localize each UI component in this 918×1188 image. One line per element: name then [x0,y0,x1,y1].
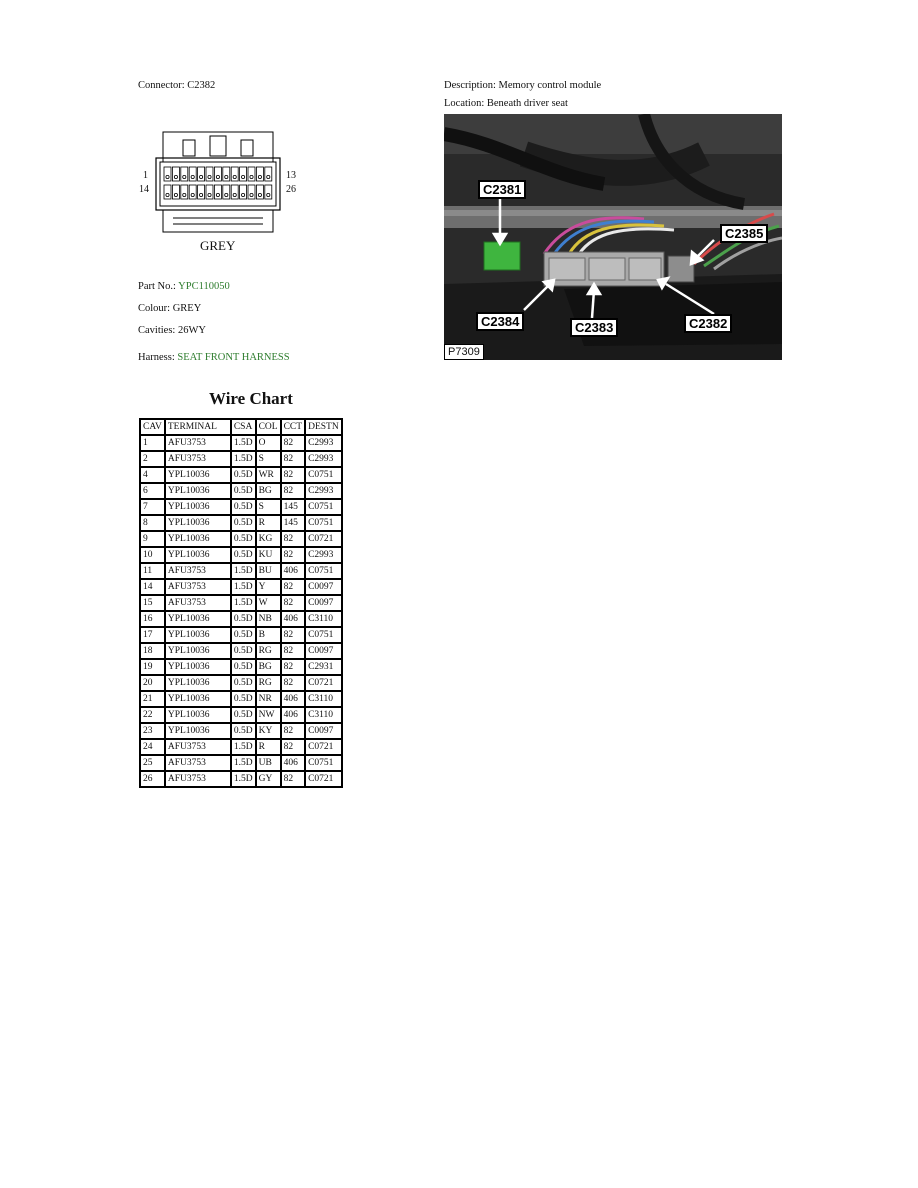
wire-chart-row [140,435,342,451]
cell-csa: 0.5D [231,499,256,515]
cell-col: Y [256,579,281,595]
cell-cav: 15 [140,595,165,611]
location-value: Beneath driver seat [486,98,568,109]
cell-cav: 8 [140,515,165,531]
cell-destn: C0751 [305,755,342,771]
wire-chart-row [140,579,342,595]
cell-cct: 82 [281,627,305,643]
cell-csa: 0.5D [231,467,256,483]
cell-col: B [256,627,281,643]
harness-label: Harness: [138,352,175,363]
cell-cct: 82 [281,595,305,611]
part-no-label: Part No.: [138,281,176,292]
cell-cct: 82 [281,435,305,451]
wire-chart-row [140,531,342,547]
header-cav: CAV [140,419,165,435]
cell-cav: 24 [140,739,165,755]
cell-col: S [256,451,281,467]
cell-terminal: AFU3753 [165,739,231,755]
connector-face-diagram [138,118,298,258]
wire-chart-row [140,595,342,611]
wire-chart-row [140,547,342,563]
location-line [444,98,568,109]
colour-value: GREY [172,303,202,314]
wire-chart-row [140,659,342,675]
cell-csa: 0.5D [231,659,256,675]
harness-value: SEAT FRONT HARNESS [177,352,290,363]
cell-col: GY [256,771,281,787]
cell-col: W [256,595,281,611]
cell-col: NW [256,707,281,723]
cell-cav: 19 [140,659,165,675]
cell-col: RG [256,643,281,659]
cell-terminal: YPL10036 [165,691,231,707]
cell-col: KU [256,547,281,563]
wire-chart-row [140,643,342,659]
connector-label: Connector: [138,80,185,91]
wire-chart-row [140,483,342,499]
cell-destn: C0097 [305,595,342,611]
wire-chart-row [140,723,342,739]
cell-col: UB [256,755,281,771]
cell-terminal: YPL10036 [165,515,231,531]
cell-csa: 1.5D [231,739,256,755]
cell-col: BG [256,659,281,675]
cell-col: R [256,515,281,531]
cell-destn: C2993 [305,435,342,451]
connector-value: C2382 [187,80,216,91]
cell-destn: C2993 [305,547,342,563]
header-col: COL [256,419,281,435]
cell-cav: 4 [140,467,165,483]
connector-line [138,80,215,91]
cell-destn: C3110 [305,691,342,707]
cell-csa: 0.5D [231,611,256,627]
cell-cct: 82 [281,643,305,659]
diagram-colour-caption: GREY [200,238,236,253]
location-photo [444,114,782,360]
cell-csa: 0.5D [231,643,256,659]
cell-cav: 18 [140,643,165,659]
cell-csa: 0.5D [231,627,256,643]
cell-terminal: AFU3753 [165,771,231,787]
description-line [444,80,601,91]
cell-csa: 1.5D [231,771,256,787]
cell-terminal: YPL10036 [165,467,231,483]
callout-c2384: C2384 [476,312,524,331]
cell-cav: 6 [140,483,165,499]
cell-csa: 0.5D [231,675,256,691]
cell-csa: 0.5D [231,515,256,531]
cell-destn: C0721 [305,675,342,691]
photo-plate-number: P7309 [444,344,484,360]
cell-col: S [256,499,281,515]
cell-csa: 0.5D [231,707,256,723]
harness-line [138,352,290,363]
cell-cav: 7 [140,499,165,515]
cell-destn: C0721 [305,739,342,755]
cell-terminal: YPL10036 [165,611,231,627]
cell-destn: C0097 [305,579,342,595]
wire-chart-row [140,563,342,579]
description-label: Description: [444,80,496,91]
cell-cct: 406 [281,563,305,579]
cell-terminal: YPL10036 [165,675,231,691]
cell-destn: C0751 [305,467,342,483]
cell-cct: 145 [281,499,305,515]
cell-col: BU [256,563,281,579]
wire-chart-header-row [140,419,342,435]
cell-cct: 406 [281,707,305,723]
cell-csa: 1.5D [231,579,256,595]
cell-terminal: YPL10036 [165,707,231,723]
cell-col: WR [256,467,281,483]
cell-col: RG [256,675,281,691]
description-value: Memory control module [498,80,602,91]
cell-cav: 26 [140,771,165,787]
cell-csa: 0.5D [231,691,256,707]
header-csa: CSA [231,419,256,435]
cell-terminal: AFU3753 [165,435,231,451]
cell-cav: 20 [140,675,165,691]
cell-cct: 82 [281,579,305,595]
wire-chart-row [140,755,342,771]
cell-cav: 23 [140,723,165,739]
cell-cct: 82 [281,531,305,547]
cell-cct: 82 [281,771,305,787]
cavities-value: 26WY [177,325,206,336]
cell-col: NR [256,691,281,707]
location-label: Location: [444,98,485,109]
callout-c2383: C2383 [570,318,618,337]
cavities-label: Cavities: [138,325,176,336]
cell-destn: C2993 [305,451,342,467]
wire-chart-row [140,499,342,515]
cell-destn: C0751 [305,515,342,531]
cell-destn: C3110 [305,707,342,723]
cell-terminal: YPL10036 [165,659,231,675]
cell-csa: 1.5D [231,595,256,611]
header-terminal: TERMINAL [165,419,231,435]
cell-destn: C0751 [305,499,342,515]
cell-cav: 10 [140,547,165,563]
cell-cct: 406 [281,611,305,627]
cell-cav: 11 [140,563,165,579]
cell-csa: 0.5D [231,531,256,547]
part-no-value: YPC110050 [178,281,230,292]
pin-label-26: 26 [286,184,296,195]
cell-terminal: AFU3753 [165,451,231,467]
cell-terminal: AFU3753 [165,755,231,771]
cell-destn: C0721 [305,771,342,787]
cell-terminal: AFU3753 [165,563,231,579]
pin-label-1: 1 [143,170,148,181]
wire-chart-row [140,451,342,467]
cell-terminal: YPL10036 [165,547,231,563]
cell-csa: 1.5D [231,563,256,579]
wire-chart-row [140,771,342,787]
cell-cct: 82 [281,659,305,675]
callout-c2385: C2385 [720,224,768,243]
cell-terminal: YPL10036 [165,531,231,547]
cell-csa: 1.5D [231,451,256,467]
cell-csa: 1.5D [231,755,256,771]
cell-terminal: AFU3753 [165,579,231,595]
wire-chart-title: Wire Chart [209,389,293,408]
cell-col: KY [256,723,281,739]
cell-terminal: YPL10036 [165,723,231,739]
wire-chart-row [140,691,342,707]
cell-destn: C0097 [305,723,342,739]
cell-cct: 82 [281,483,305,499]
cell-destn: C0751 [305,627,342,643]
part-no-line [138,281,230,292]
pin-label-13: 13 [286,170,296,181]
cell-destn: C3110 [305,611,342,627]
cell-terminal: YPL10036 [165,499,231,515]
cell-col: R [256,739,281,755]
wire-chart-row [140,515,342,531]
cell-cct: 82 [281,723,305,739]
wire-chart-row [140,467,342,483]
cell-cav: 22 [140,707,165,723]
cell-cav: 25 [140,755,165,771]
cell-cav: 1 [140,435,165,451]
callout-c2381: C2381 [478,180,526,199]
wire-chart-row [140,675,342,691]
cell-cct: 145 [281,515,305,531]
cell-csa: 1.5D [231,435,256,451]
cell-cct: 406 [281,755,305,771]
cell-destn: C2931 [305,659,342,675]
cell-destn: C2993 [305,483,342,499]
cell-cct: 82 [281,675,305,691]
cell-destn: C0097 [305,643,342,659]
cell-col: O [256,435,281,451]
colour-label: Colour: [138,303,171,314]
cavities-line [138,325,206,336]
header-destn: DESTN [305,419,342,435]
cell-cct: 82 [281,451,305,467]
pin-label-14: 14 [139,184,149,195]
cell-cct: 82 [281,467,305,483]
cell-cav: 14 [140,579,165,595]
wire-chart-table [139,418,343,788]
cell-cct: 82 [281,739,305,755]
cell-terminal: YPL10036 [165,627,231,643]
colour-line [138,303,201,314]
cell-csa: 0.5D [231,483,256,499]
cell-cav: 2 [140,451,165,467]
header-cct: CCT [281,419,305,435]
cell-cav: 9 [140,531,165,547]
cell-csa: 0.5D [231,547,256,563]
wire-chart-row [140,627,342,643]
cell-cav: 21 [140,691,165,707]
cell-destn: C0721 [305,531,342,547]
cell-cav: 16 [140,611,165,627]
cell-col: KG [256,531,281,547]
cell-terminal: YPL10036 [165,643,231,659]
cell-terminal: AFU3753 [165,595,231,611]
cell-csa: 0.5D [231,723,256,739]
cell-destn: C0751 [305,563,342,579]
wire-chart-row [140,611,342,627]
wire-chart-row [140,707,342,723]
cell-col: NB [256,611,281,627]
cell-cct: 82 [281,547,305,563]
cell-cav: 17 [140,627,165,643]
cell-cct: 406 [281,691,305,707]
callout-c2382: C2382 [684,314,732,333]
cell-col: BG [256,483,281,499]
wire-chart-row [140,739,342,755]
cell-terminal: YPL10036 [165,483,231,499]
